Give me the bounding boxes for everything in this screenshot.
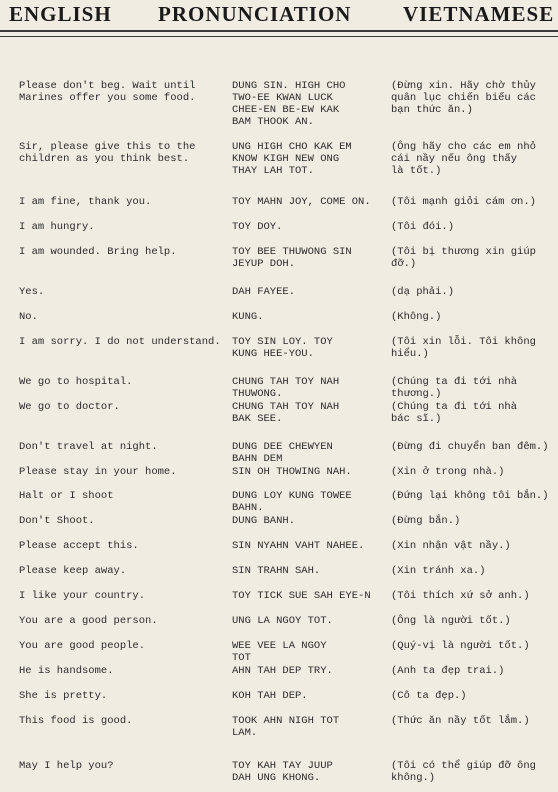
vietnamese-phrase: (Tôi xin lỗi. Tôi không hiểu.) xyxy=(391,336,536,360)
pronunciation-phrase: CHUNG TAH TOY NAH THUWONG. xyxy=(232,376,340,400)
english-phrase: This food is good. xyxy=(19,715,133,727)
pronunciation-phrase: DUNG BANH. xyxy=(232,515,296,527)
vietnamese-phrase: (Xin tránh xa.) xyxy=(391,565,486,577)
vietnamese-phrase: (Xin nhận vật nầy.) xyxy=(391,540,511,552)
vietnamese-phrase: (Ông hãy cho các em nhỏ cái nầy nếu ông thấy là tốt.) xyxy=(391,141,536,177)
english-phrase: Don't travel at night. xyxy=(19,441,158,453)
vietnamese-phrase: (Đừng xin. Hãy chờ thủy quân lục chiến biếu các bạn thức ăn.) xyxy=(391,80,536,116)
vietnamese-phrase: (Chúng ta đi tới nhà thương.) xyxy=(391,376,518,400)
vietnamese-phrase: (Đừng bắn.) xyxy=(391,515,461,527)
vietnamese-phrase: (Thức ăn nầy tốt lắm.) xyxy=(391,715,530,727)
pronunciation-phrase: TOY KAH TAY JUUP DAH UNG KHONG. xyxy=(232,760,333,784)
english-phrase: You are a good person. xyxy=(19,615,158,627)
pronunciation-phrase: TOY DOY. xyxy=(232,221,283,233)
pronunciation-phrase: SIN NYAHN VAHT NAHEE. xyxy=(232,540,365,552)
english-phrase: Yes. xyxy=(19,286,45,298)
pronunciation-phrase: KOH TAH DEP. xyxy=(232,690,308,702)
english-phrase: Please don't beg. Wait until Marines offer you some food. xyxy=(19,80,196,104)
vietnamese-phrase: (Đừng đi chuyển ban đêm.) xyxy=(391,441,549,453)
english-phrase: I am hungry. xyxy=(19,221,95,233)
vietnamese-phrase: (Quý-vị là người tốt.) xyxy=(391,640,530,652)
vietnamese-phrase: (Chúng ta đi tới nhà bác sĩ.) xyxy=(391,401,518,425)
vietnamese-phrase: (Anh ta đẹp trai.) xyxy=(391,665,505,677)
vietnamese-phrase: (Tôi bị thương xin giúp đỡ.) xyxy=(391,246,536,270)
english-phrase: He is handsome. xyxy=(19,665,114,677)
english-phrase: I like your country. xyxy=(19,590,146,602)
english-phrase: Sir, please give this to the children as you think best. xyxy=(19,141,196,165)
vietnamese-phrase: (Ông là người tốt.) xyxy=(391,615,511,627)
pronunciation-phrase: UNG LA NGOY TOT. xyxy=(232,615,333,627)
english-phrase: We go to doctor. xyxy=(19,401,120,413)
pronunciation-phrase: SIN TRAHN SAH. xyxy=(232,565,321,577)
pronunciation-phrase: KUNG. xyxy=(232,311,264,323)
english-phrase: Don't Shoot. xyxy=(19,515,95,527)
pronunciation-phrase: UNG HIGH CHO KAK EM KNOW KIGH NEW ONG THAY LAH TOT. xyxy=(232,141,352,177)
pronunciation-phrase: AHN TAH DEP TRY. xyxy=(232,665,333,677)
english-phrase: We go to hospital. xyxy=(19,376,133,388)
pronunciation-phrase: CHUNG TAH TOY NAH BAK SEE. xyxy=(232,401,340,425)
vietnamese-phrase: (Xin ở trong nhà.) xyxy=(391,466,505,478)
english-phrase: I am wounded. Bring help. xyxy=(19,246,177,258)
pronunciation-phrase: TOY SIN LOY. TOY KUNG HEE-YOU. xyxy=(232,336,333,360)
pronunciation-phrase: TOY MAHN JOY, COME ON. xyxy=(232,196,371,208)
vietnamese-phrase: (dạ phải.) xyxy=(391,286,455,298)
pronunciation-phrase: DUNG SIN. HIGH CHO TWO-EE KWAN LUCK CHEE-EN BE-EW KAK BAM THOOK AN. xyxy=(232,80,346,128)
vietnamese-phrase: (Đứng lại không tôi bắn.) xyxy=(391,490,549,502)
pronunciation-phrase: DAH FAYEE. xyxy=(232,286,296,298)
vietnamese-phrase: (Tôi thích xứ sở anh.) xyxy=(391,590,530,602)
pronunciation-phrase: DUNG DEE CHEWYEN BAHN DEM xyxy=(232,441,333,465)
header-pronunciation: PRONUNCIATION xyxy=(158,2,352,26)
vietnamese-phrase: (Tôi đói.) xyxy=(391,221,455,233)
vietnamese-phrase: (Tôi mạnh giỏi cám ơn.) xyxy=(391,196,536,208)
header-vietnamese: VIETNAMESE xyxy=(403,2,555,26)
english-phrase: Please stay in your home. xyxy=(19,466,177,478)
vietnamese-phrase: (Cô ta đẹp.) xyxy=(391,690,467,702)
vietnamese-phrase: (Tôi có thể giúp đỡ ông không.) xyxy=(391,760,536,784)
english-phrase: Please keep away. xyxy=(19,565,127,577)
english-phrase: Halt or I shoot xyxy=(19,490,114,502)
pronunciation-phrase: SIN OH THOWING NAH. xyxy=(232,466,352,478)
pronunciation-phrase: TOY BEE THUWONG SIN JEYUP DOH. xyxy=(232,246,352,270)
english-phrase: You are good people. xyxy=(19,640,146,652)
english-phrase: May I help you? xyxy=(19,760,114,772)
english-phrase: I am sorry. I do not understand. xyxy=(19,336,221,348)
header-english: ENGLISH xyxy=(9,2,112,26)
english-phrase: I am fine, thank you. xyxy=(19,196,152,208)
pronunciation-phrase: WEE VEE LA NGOY TOT xyxy=(232,640,327,664)
english-phrase: Please accept this. xyxy=(19,540,139,552)
pronunciation-phrase: DUNG LOY KUNG TOWEE BAHN. xyxy=(232,490,352,514)
pronunciation-phrase: TOY TICK SUE SAH EYE-N xyxy=(232,590,371,602)
english-phrase: She is pretty. xyxy=(19,690,108,702)
vietnamese-phrase: (Không.) xyxy=(391,311,442,323)
english-phrase: No. xyxy=(19,311,38,323)
pronunciation-phrase: TOOK AHN NIGH TOT LAM. xyxy=(232,715,340,739)
